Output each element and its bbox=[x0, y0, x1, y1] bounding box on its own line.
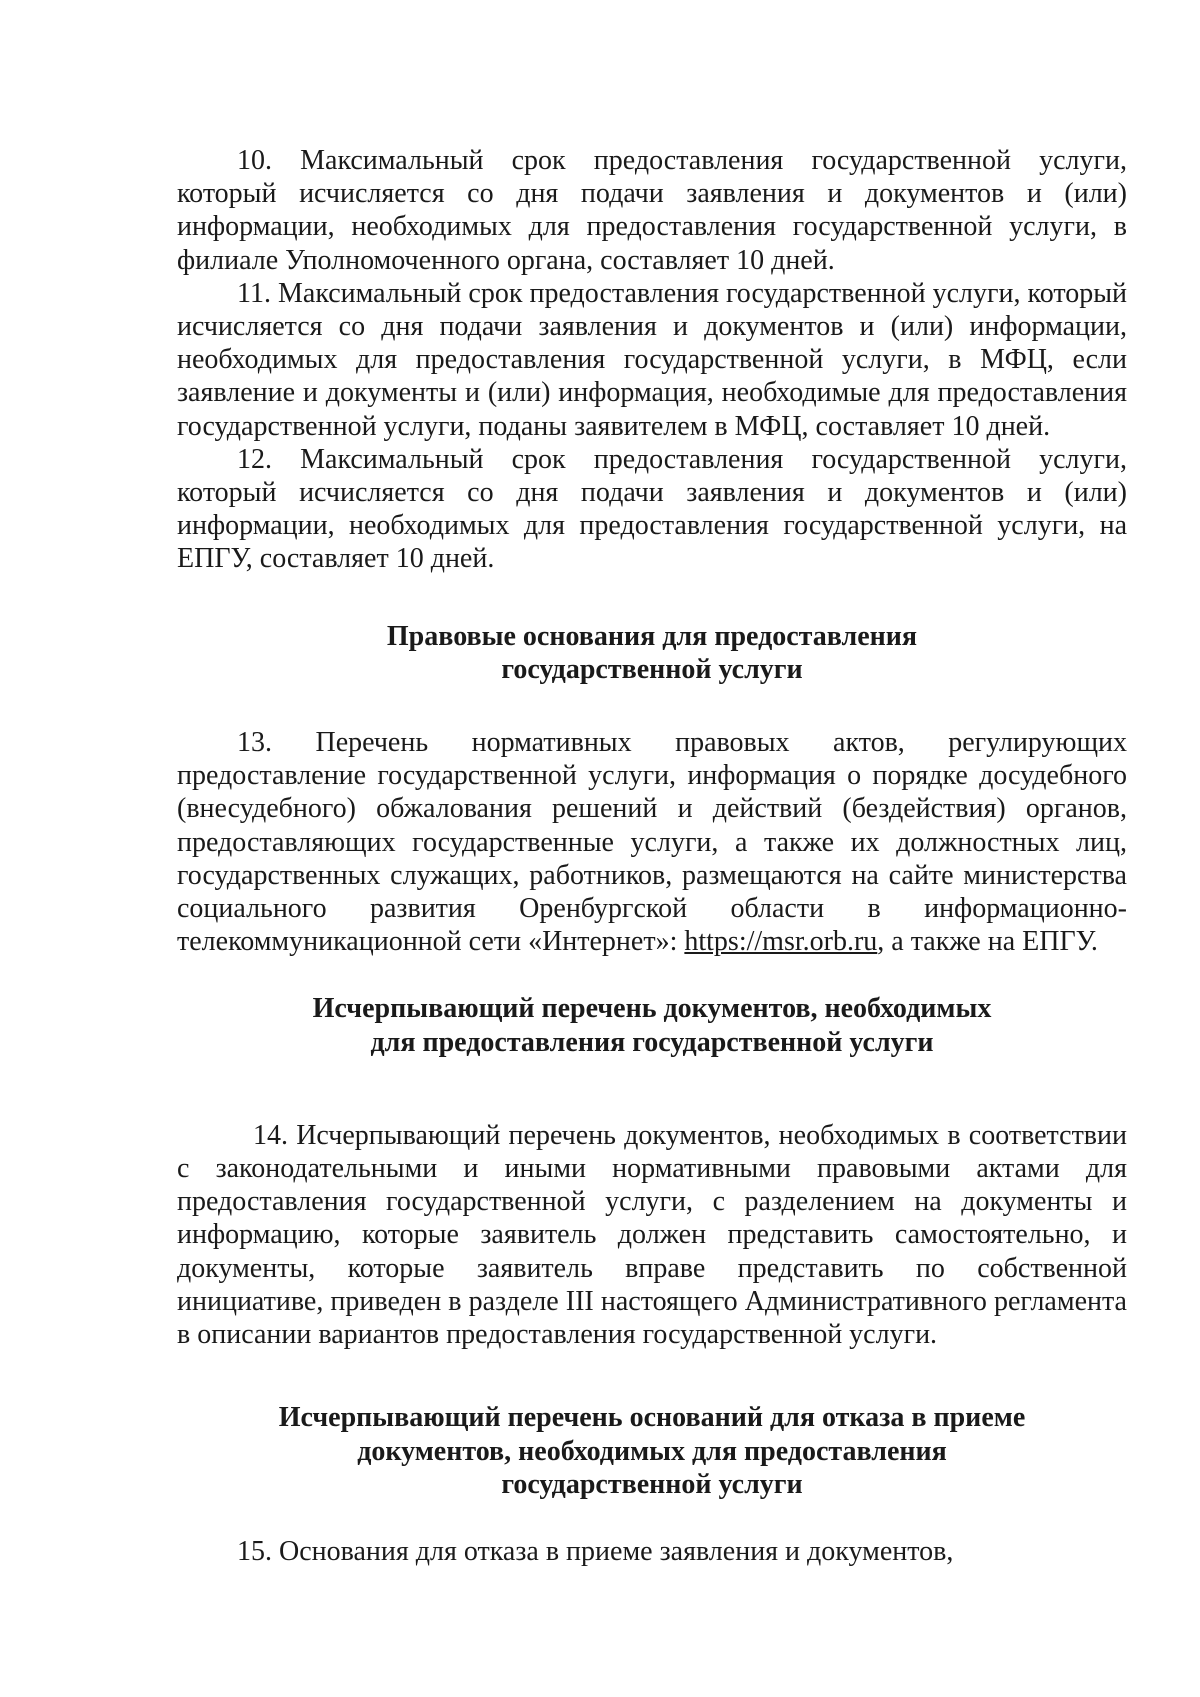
heading-documents-list bbox=[177, 992, 1127, 1058]
ministry-website-link[interactable]: https://msr.orb.ru bbox=[684, 926, 878, 958]
heading-documents-list-line2: для предоставления государственной услуги bbox=[370, 1026, 934, 1058]
heading-refusal-grounds-line1: Исчерпывающий перечень оснований для отказа в приеме bbox=[278, 1402, 1026, 1434]
heading-refusal-grounds bbox=[177, 1401, 1127, 1501]
document-page bbox=[177, 144, 1127, 1568]
heading-legal-basis-line2: государственной услуги bbox=[501, 653, 803, 685]
heading-refusal-grounds-line2: документов, необходимых для предоставления bbox=[357, 1435, 947, 1467]
paragraph-11: 11. Максимальный срок предоставления государственной услуги, который исчисляется со дня подачи заявления и документов и (или) информации, необходимых для предоставления государственной услуги, в МФЦ, если заявление и документы и (или) информация, необходимые для предоставления государственной услуги, поданы заявителем в МФЦ, составляет 10 дней. bbox=[177, 277, 1127, 442]
heading-documents-list-line1: Исчерпывающий перечень документов, необходимых bbox=[312, 993, 992, 1025]
heading-refusal-grounds-line3: государственной услуги bbox=[501, 1468, 803, 1500]
paragraph-12: 12. Максимальный срок предоставления государственной услуги, который исчисляется со дня подачи заявления и документов и (или) информации, необходимых для предоставления государственной услуги, на ЕПГУ, составляет 10 дней. bbox=[177, 443, 1127, 575]
heading-legal-basis bbox=[177, 620, 1127, 686]
paragraph-13 bbox=[177, 726, 1127, 958]
paragraph-13-tail: , а также на ЕПГУ. bbox=[877, 926, 1098, 958]
paragraph-13-text: 13. Перечень нормативных правовых актов, регулирующих предоставление государственной услуги, информация о порядке досудебного (внесудебного) обжалования решений и действий (бездействия) органов, предоставляющих государственные услуги, а также их должностных лиц, государственных служащих, работников, размещаются на сайте министерства социального развития Оренбургской области в информационно-телекоммуникационной сети «Интернет»: bbox=[177, 727, 1127, 958]
paragraph-15: 15. Основания для отказа в приеме заявления и документов, bbox=[237, 1535, 954, 1567]
paragraph-10: 10. Максимальный срок предоставления государственной услуги, который исчисляется со дня подачи заявления и документов и (или) информации, необходимых для предоставления государственной услуги, в филиале Уполномоченного органа, составляет 10 дней. bbox=[177, 145, 1127, 276]
heading-legal-basis-line1: Правовые основания для предоставления bbox=[386, 620, 918, 652]
paragraph-14: 14. Исчерпывающий перечень документов, необходимых в соответствии с законодательными и иными нормативными правовыми актами для предоставления государственной услуги, с разделением на документы и информацию, которые заявитель должен представить самостоятельно, и документы, которые заявитель вправе представить по собственной инициативе, приведен в разделе III настоящего Административного регламента в описании вариантов предоставления государственной услуги. bbox=[177, 1119, 1127, 1351]
